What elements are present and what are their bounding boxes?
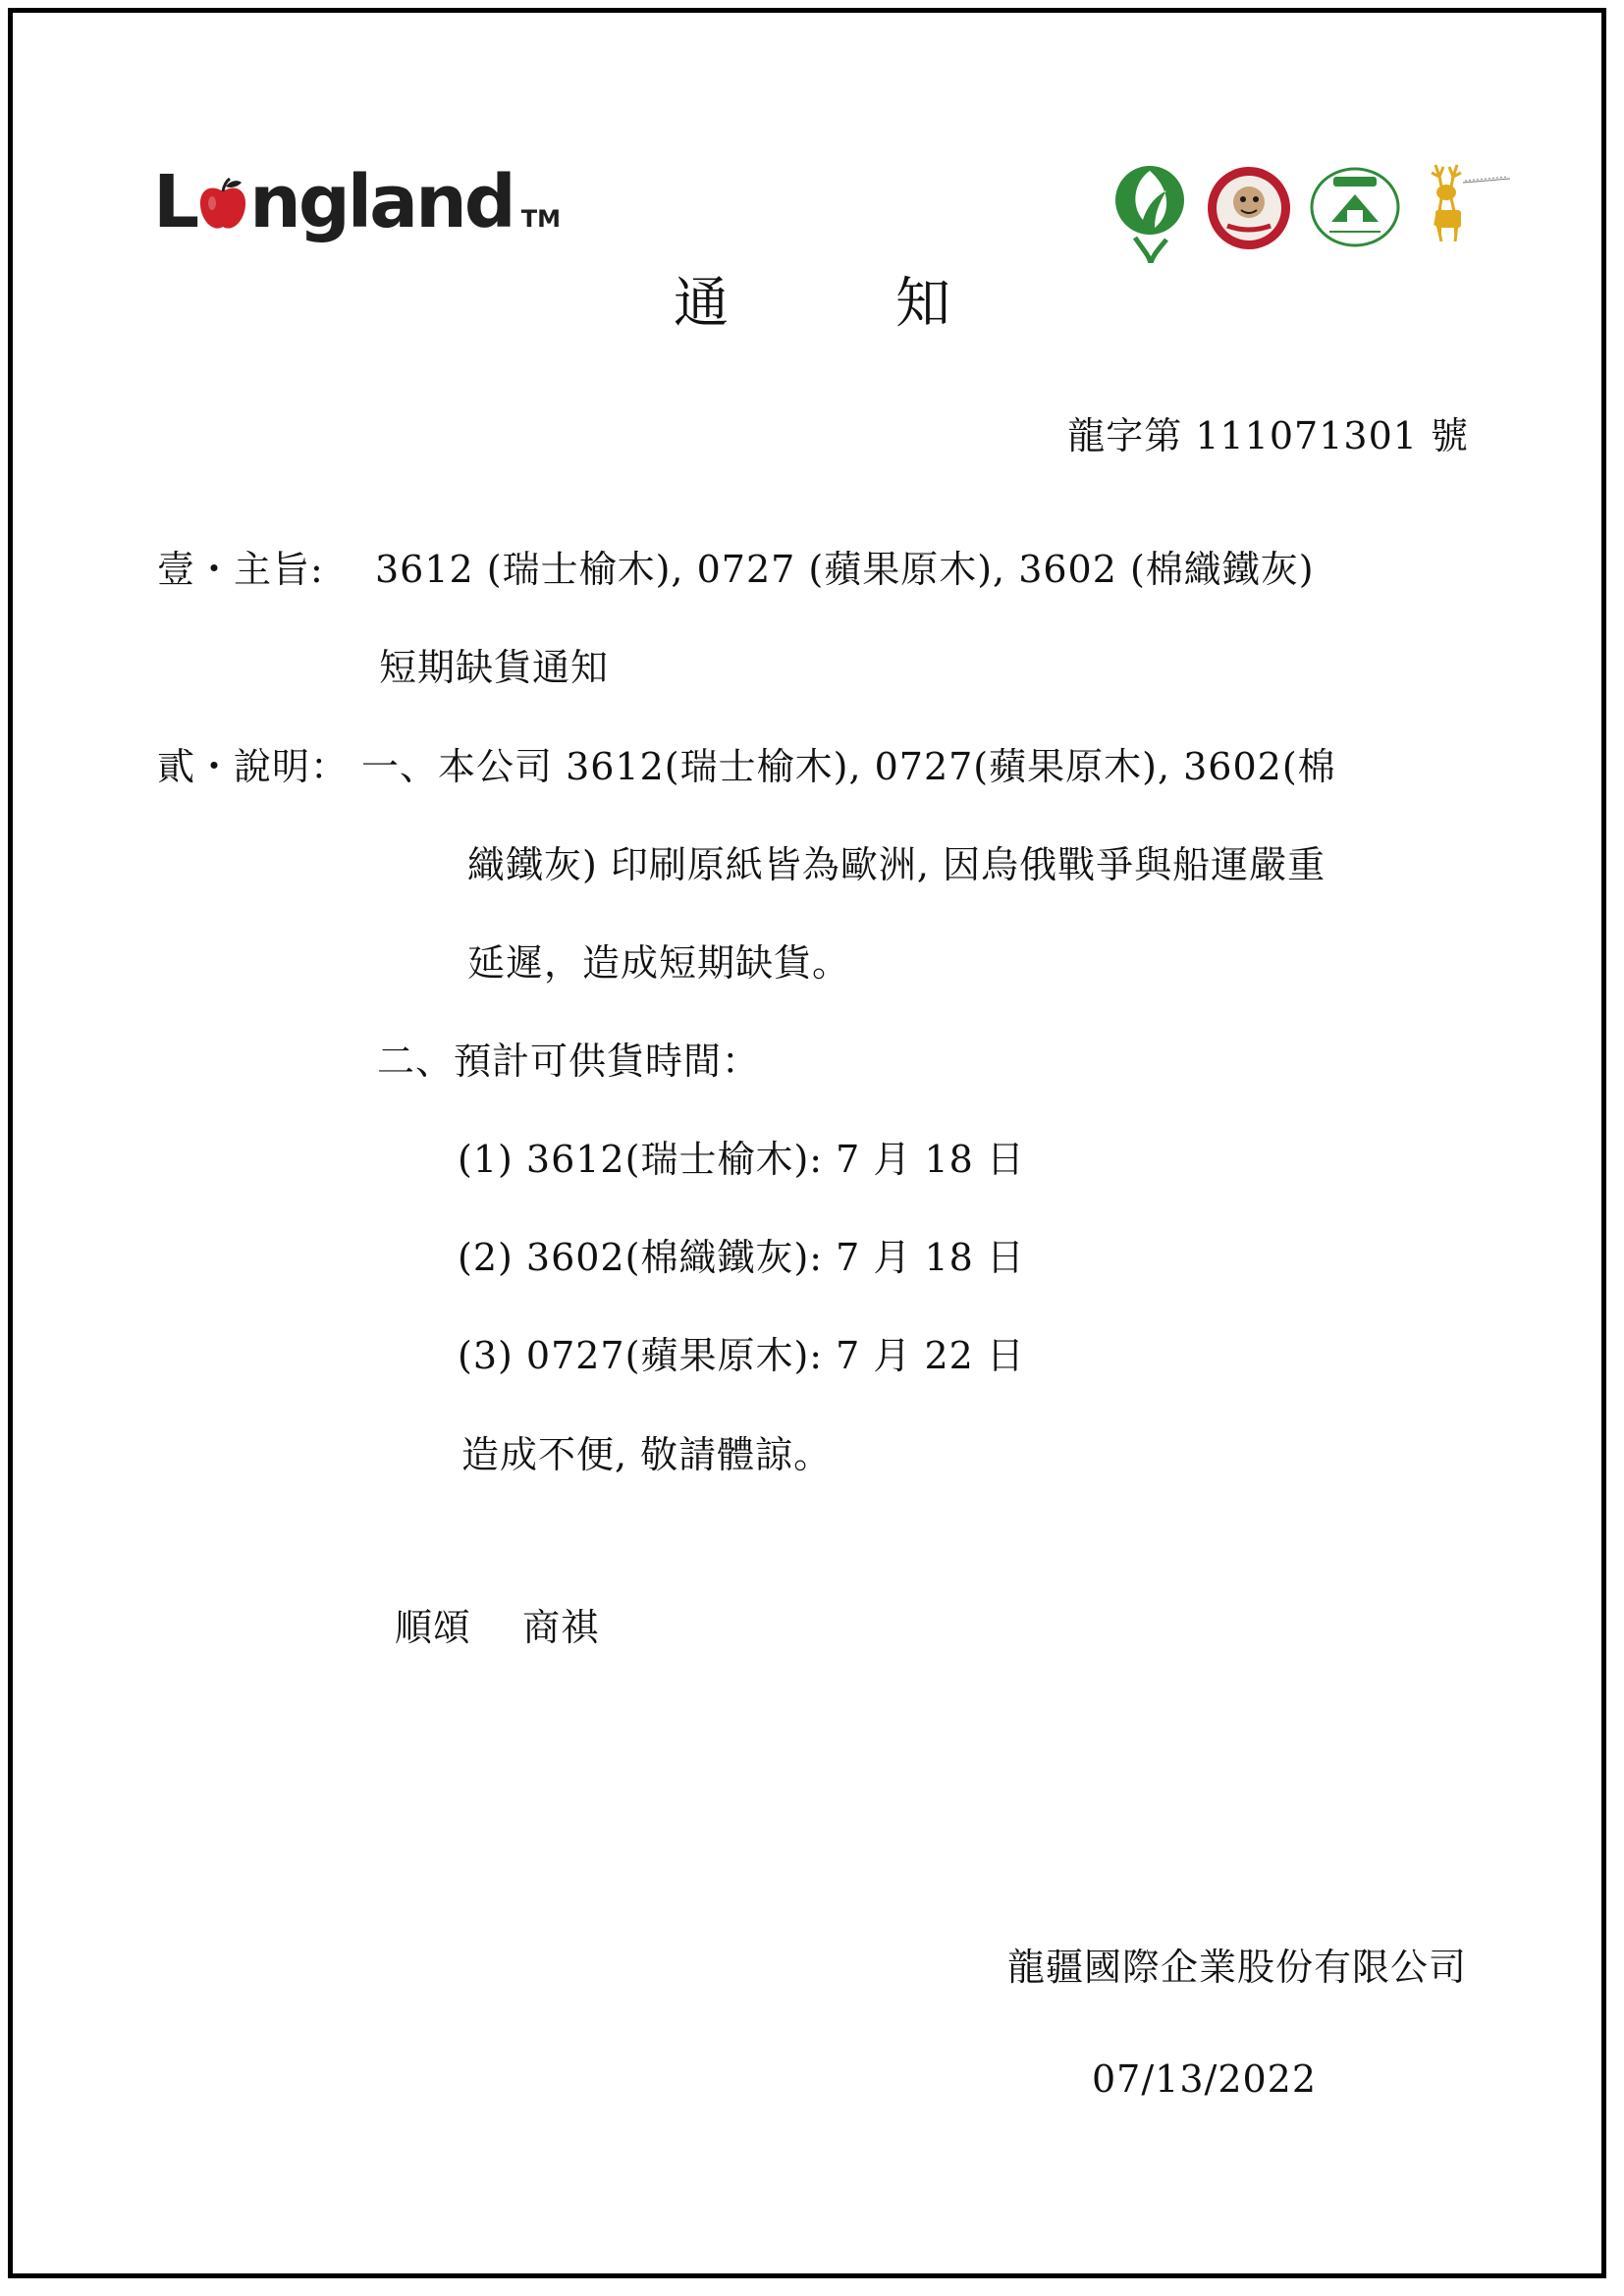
trademark-symbol: TM (520, 205, 562, 233)
green-mark-icon (1113, 161, 1186, 267)
explanation-item-1-line-1: 一、本公司 3612(瑞士榆木), 0727(蘋果原木), 3602(棉 (361, 745, 1336, 788)
schedule-item: (3) 0727(蘋果原木): 7 月 22 日 (458, 1334, 1025, 1377)
closing-apology: 造成不便, 敬請體諒。 (461, 1433, 833, 1476)
notice-title (0, 273, 1624, 336)
subject-line-1: 3612 (瑞士榆木), 0727 (蘋果原木), 3602 (棉織鐵灰) (375, 548, 1315, 591)
eo-deer-icon (1418, 163, 1512, 247)
title-char-1: 通 (674, 272, 729, 336)
logo-text-start: L (153, 160, 197, 244)
notice-date: 07/13/2022 (1092, 2057, 1318, 2101)
subject-label: 壹・主旨: (157, 548, 324, 591)
schedule-item: (1) 3612(瑞士榆木): 7 月 18 日 (458, 1138, 1025, 1181)
salutation: 順頌 商祺 (395, 1606, 600, 1649)
apple-icon (197, 169, 248, 224)
logo-text-end: ngland (249, 160, 514, 244)
explanation-item-1-line-3: 延遲，造成短期缺貨。 (467, 941, 851, 985)
antibacterial-seal-icon (1206, 165, 1292, 255)
explanation-label: 貳・說明： (157, 745, 350, 788)
green-building-material-icon (1310, 167, 1400, 251)
subject-line-2: 短期缺貨通知 (379, 646, 610, 689)
longland-logo (153, 160, 562, 258)
explanation-item-2-heading: 二、預計可供貨時間： (377, 1040, 761, 1083)
title-char-2: 知 (895, 272, 950, 336)
schedule-item: (2) 3602(棉織鐵灰): 7 月 18 日 (458, 1236, 1025, 1279)
document-number: 龍字第 111071301 號 (1067, 414, 1469, 457)
explanation-item-1-line-2: 織鐵灰) 印刷原紙皆為歐洲, 因烏俄戰爭與船運嚴重 (467, 843, 1326, 886)
company-name: 龍疆國際企業股份有限公司 (1006, 1946, 1467, 1989)
